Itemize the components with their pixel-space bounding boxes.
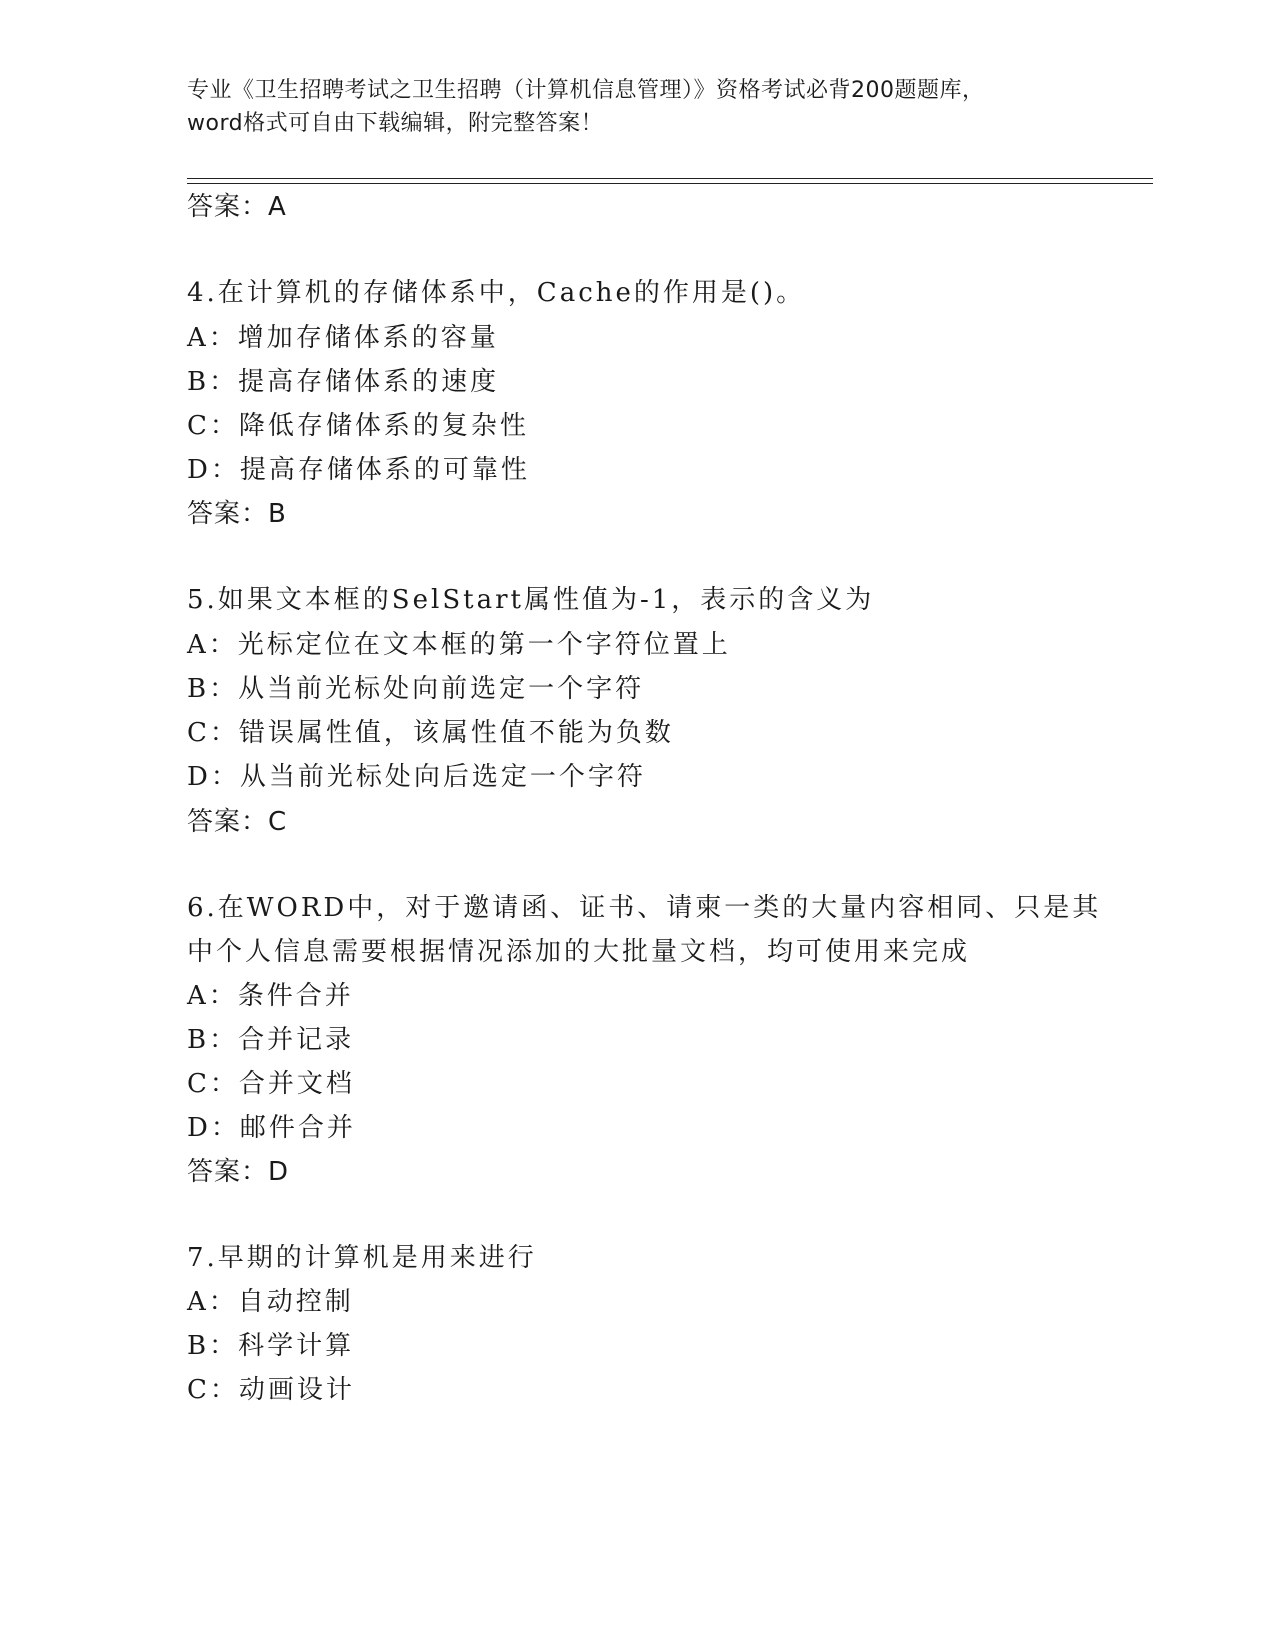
question-6-stem-line-1: 6.在WORD中，对于邀请函、证书、请柬一类的大量内容相同、只是其	[187, 893, 1102, 923]
question-7-option-a: A：自动控制	[187, 1287, 354, 1317]
header-line-2: word格式可自由下载编辑，附完整答案！	[187, 111, 604, 136]
question-5-option-d: D：从当前光标处向后选定一个字符	[187, 762, 646, 792]
question-6-option-d: D：邮件合并	[187, 1113, 356, 1143]
question-4-option-b: B：提高存储体系的速度	[187, 367, 500, 397]
header-divider-top	[187, 178, 1153, 179]
question-7-stem: 7.早期的计算机是用来进行	[187, 1243, 537, 1273]
question-6-option-c: C：合并文档	[187, 1069, 355, 1099]
question-4-answer: 答案：B	[187, 499, 287, 529]
question-4-option-d: D：提高存储体系的可靠性	[187, 455, 530, 485]
answer-line-prev: 答案：A	[187, 192, 287, 222]
question-5-option-b: B：从当前光标处向前选定一个字符	[187, 674, 645, 704]
question-4-option-c: C：降低存储体系的复杂性	[187, 411, 529, 441]
question-6-option-b: B：合并记录	[187, 1025, 355, 1055]
question-4-stem: 4.在计算机的存储体系中，Cache的作用是()。	[187, 278, 806, 308]
question-4-option-a: A：增加存储体系的容量	[187, 323, 499, 353]
question-5-stem: 5.如果文本框的SelStart属性值为-1，表示的含义为	[187, 585, 875, 615]
question-5-answer: 答案：C	[187, 807, 288, 837]
question-6-option-a: A：条件合并	[187, 981, 354, 1011]
question-6-answer: 答案：D	[187, 1157, 290, 1187]
header-divider-bottom	[187, 183, 1153, 184]
header-line-1: 专业《卫生招聘考试之卫生招聘（计算机信息管理）》资格考试必背200题题库，	[187, 78, 985, 103]
question-7-option-b: B：科学计算	[187, 1331, 355, 1361]
question-5-option-a: A：光标定位在文本框的第一个字符位置上	[187, 630, 731, 660]
question-5-option-c: C：错误属性值，该属性值不能为负数	[187, 718, 674, 748]
document-header	[187, 74, 1087, 140]
question-6-stem-line-2: 中个人信息需要根据情况添加的大批量文档，均可使用来完成	[187, 937, 971, 967]
question-7-option-c: C：动画设计	[187, 1375, 355, 1405]
